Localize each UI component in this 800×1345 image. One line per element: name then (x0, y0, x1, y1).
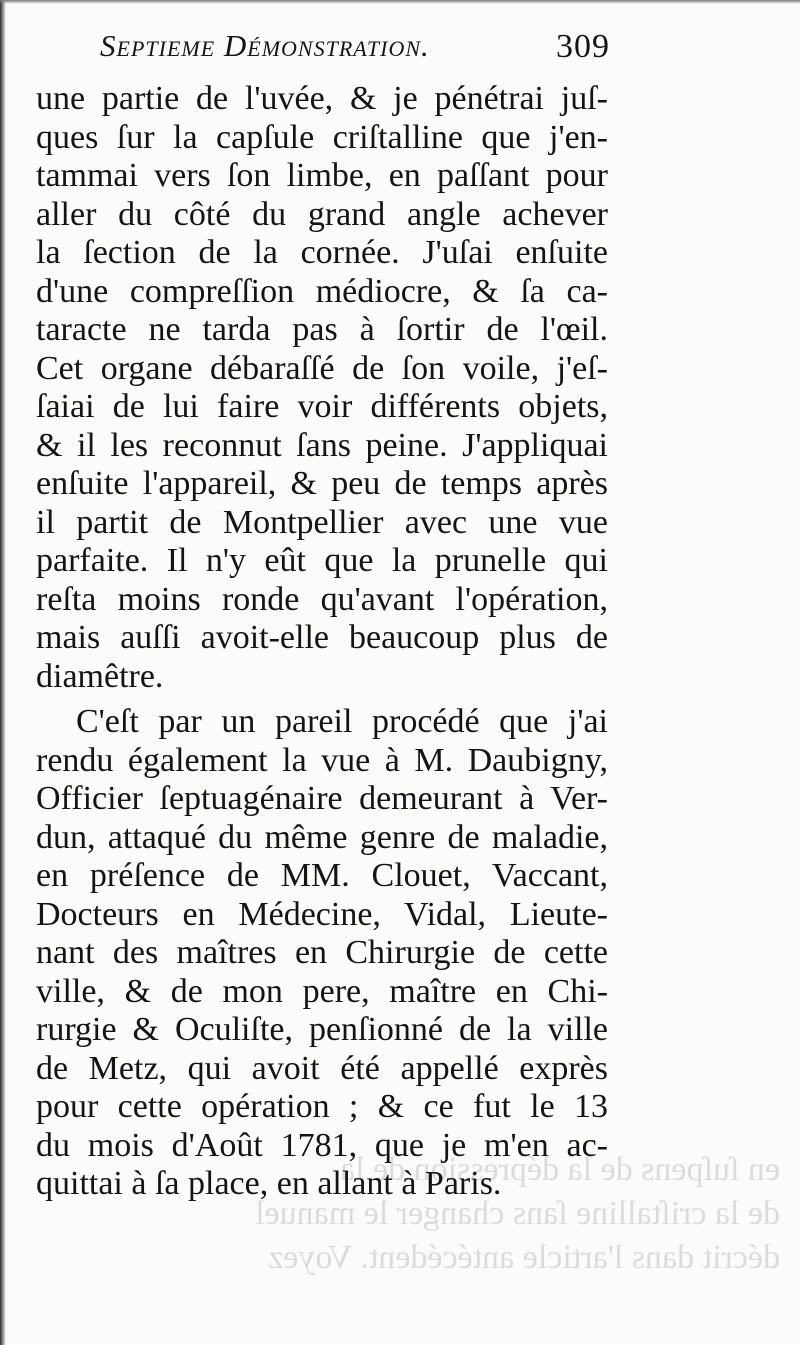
running-head (100, 28, 610, 72)
paragraph-2 (36, 703, 608, 1204)
show-through-line: décrit dans l'article antécédent. Voyez (268, 1239, 780, 1276)
show-through-line: en ſuſpens de la dépression de la (340, 1151, 780, 1188)
text-line: du mois d'Août 1781, que je m'en ac- (36, 1126, 608, 1164)
text-line: Cet organe débaraſſé de ſon voile, j'eſ- (36, 349, 608, 387)
text-line: une partie de l'uvée, & je pénétrai juſ- (36, 80, 608, 117)
text-line: parfaite. Il n'y eût que la prunelle qui (36, 542, 608, 579)
text-line: ville, & de mon pere, maître en Chi- (36, 972, 608, 1010)
page-number: 309 (556, 28, 610, 65)
text-line: enſuite l'appareil, & peu de temps après (36, 465, 608, 502)
text-line: d'une compreſſion médiocre, & ſa ca- (36, 272, 608, 310)
paragraph-1 (36, 80, 608, 696)
text-line: rendu également la vue à M. Daubigny, (36, 741, 608, 779)
text-line: diamêtre. (36, 657, 164, 695)
text-line: en préſence de MM. Clouet, Vaccant, (36, 857, 608, 894)
text-line: il partit de Montpellier avec une vue (36, 503, 608, 541)
text-line: nant des maîtres en Chirurgie de cette (36, 934, 608, 971)
text-line: reſta moins ronde qu'avant l'opération, (36, 580, 608, 618)
text-line: pour cette opération ; & ce fut le 13 (36, 1088, 608, 1125)
page-top-shadow (0, 0, 800, 4)
text-line: Officier ſeptuagénaire demeurant à Ver- (36, 780, 608, 817)
text-line: ques ſur la capſule criſtalline que j'en- (36, 118, 608, 156)
show-through-line: de la criſtalline ſans changer le manuel (255, 1195, 780, 1232)
text-line: dun, attaqué du même genre de maladie, (36, 818, 608, 856)
text-line: & il les reconnut ſans peine. J'appliquai (36, 426, 608, 464)
body-text (36, 80, 608, 1204)
text-line: de Metz, qui avoit été appellé exprès (36, 1049, 608, 1087)
text-line: taracte ne tarda pas à ſortir de l'œil. (36, 311, 608, 348)
text-line: rurgie & Oculiſte, penſionné de la ville (36, 1011, 608, 1048)
text-line: aller du côté du grand angle achever (36, 195, 608, 233)
text-line: la ſection de la cornée. J'uſai enſuite (36, 234, 608, 271)
text-line: C'eſt par un pareil procédé que j'ai (76, 703, 608, 740)
text-line: quittai à ſa place, en allant à Paris. (36, 1165, 502, 1202)
text-line: ſaiai de lui faire voir différents objets, (36, 388, 608, 425)
text-line: Docteurs en Médecine, Vidal, Lieute- (36, 895, 608, 933)
page-edge-shadow (0, 0, 6, 1345)
paragraph-gap (36, 696, 608, 703)
text-line: mais auſſi avoit-elle beaucoup plus de (36, 619, 608, 656)
running-head-title: Septieme Démonstration. (100, 28, 430, 63)
text-line: tammai vers ſon limbe, en paſſant pour (36, 157, 608, 194)
